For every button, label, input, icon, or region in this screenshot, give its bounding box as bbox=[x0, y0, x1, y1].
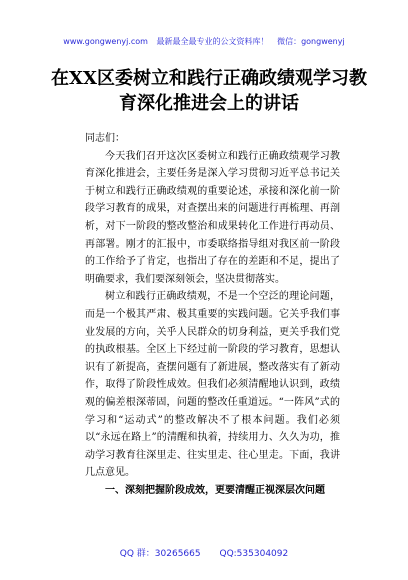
section-heading: 一、深刻把握阶段成效，更要清醒正视深层次问题 bbox=[105, 484, 325, 496]
greeting: 同志们： bbox=[85, 133, 125, 144]
page-footer bbox=[0, 546, 408, 559]
page-header bbox=[0, 36, 408, 47]
site-url[interactable]: www.gongwenyj.com bbox=[63, 37, 148, 46]
document-title: 在XX区委树立和践行正确政绩观学习教育深化推进会上的讲话 bbox=[51, 68, 367, 114]
paragraph-1: 今天我们召开这次区委树立和践行正确政绩观学习教育深化推进会，主要任务是深入学习贯彻习近平总书记关于树立和践行正确政绩观的重要论述，承接和深化前一阶段学习教育的成果，对查摆出来的问题进行再梳理、再剖析，对下一阶段的整改整治和成果转化工作进行再动员、再部署。刚才的汇报中，市委联络指导组对我区前一阶段的工作给予了肯定，也指出了存在的差距和不足，提出了明确要求，我们要深刻领会，坚决贯彻落实。 bbox=[85, 150, 340, 285]
wechat-id: 微信：gongwenyj bbox=[277, 37, 345, 46]
site-tagline: 最新最全最专业的公文资料库！ bbox=[156, 37, 269, 46]
paragraph-2: 树立和践行正确政绩观，不是一个空泛的理论问题，而是一个极其严肃、极其重要的实践问题。它关乎我们事业发展的方向，关乎人民群众的切身利益，更关乎我们党的执政根基。全区上下经过前一阶段的学习教育，思想认识有了新提高，查摆问题有了新进展，整改落实有了新动作，取得了阶段性成效。但我们必须清醒地认识到，政绩观的偏差根深蒂固，问题的整改任重道远。“一阵风”式的学习和“运动式”的整改解决不了根本问题。我们必须以“永远在路上”的清醒和执着，持续用力、久久为功，推动学习教育往深里走、往实里走、往心里走。下面，我讲几点意见。 bbox=[85, 291, 340, 479]
document-body bbox=[85, 130, 340, 499]
qq-group: QQ 群：30265665 bbox=[119, 549, 201, 559]
qq-contact: QQ:535304092 bbox=[219, 549, 289, 559]
